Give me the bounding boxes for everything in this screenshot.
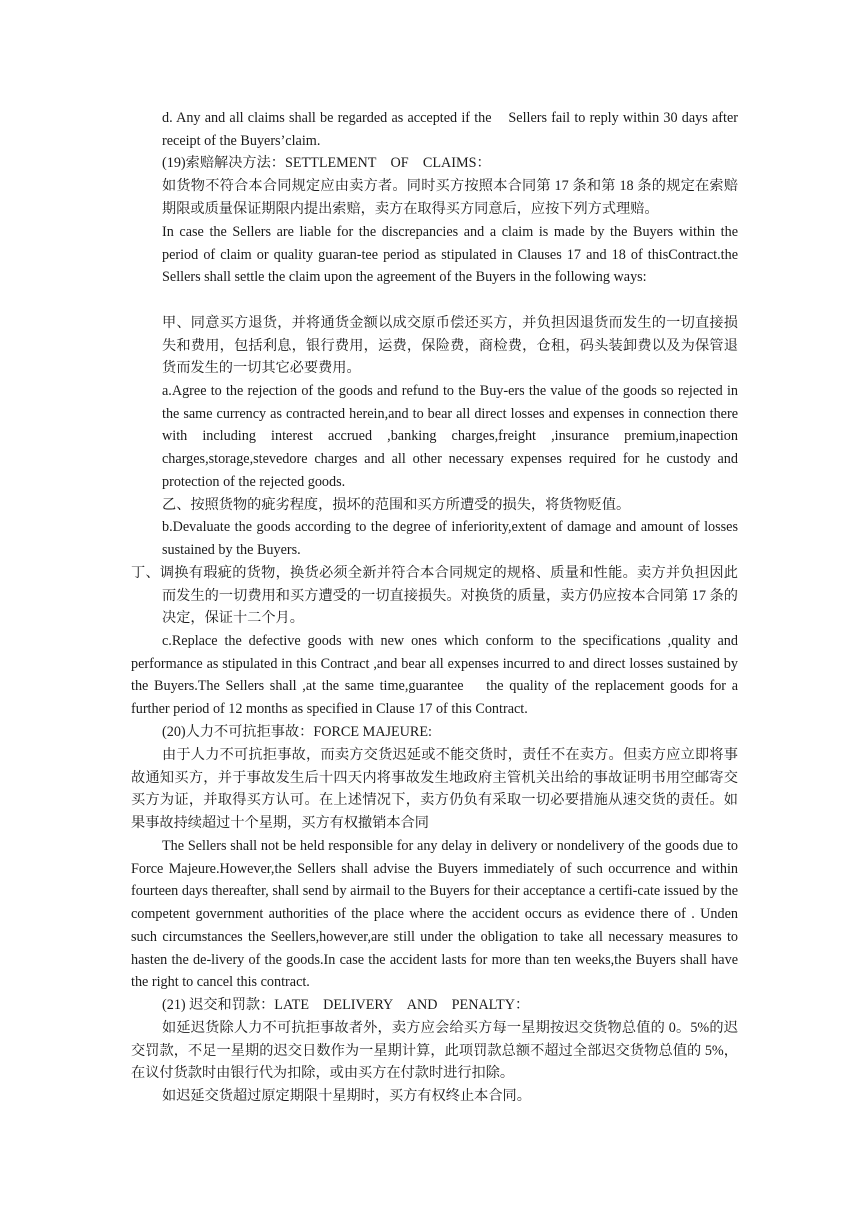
late-delivery-termination: 如迟延交货超过原定期限十星期时，买方有权终止本合同。 [162,1088,531,1104]
option-c-english: c.Replace the defective goods with new ones which conform to the specifications ,quality and performance as stipulated in this Contract ,and bear all expenses incurred to and direct losses sustained by the Buyers.The Sellers shall ,at the same time,guarantee the quality of the replacement goods for a further period of 12 months as specified in Clause 17 of this Contract. [131,633,738,718]
option-b-english: b.Devaluate the goods according to the degree of inferiority,extent of damage and amount of losses sustained by the Buyers. [162,519,738,558]
force-majeure-english: The Sellers shall not be held responsible for any delay in delivery or nondelivery of the goods due to Force Majeure.However,the Sellers shall advise the Buyers immediately of such occurrence and within fourteen days thereafter, shall send by airmail to the Buyers for their acceptance a certifi-cate issued by the competent government authorities of the place where the accident occurs as evidence there of . Unden such circumstances the Seellers,however,are still under the obligation to take all necessary measures to hasten the de-livery of the goods.In case the accident lasts for more than ten weeks,the Buyers shall have the right to cancel this contract. [131,838,738,991]
option-b-chinese: 乙、按照货物的疵劣程度，损坏的范围和买方所遭受的损失，将货物贬值。 [162,497,631,513]
settlement-intro-chinese: 如货物不符合本合同规定应由卖方者。同时买方按照本合同第 17 条和第 18 条的规定在索赔期限或质量保证期限内提出索赔，卖方在取得买方同意后，应按下列方式理赔。 [162,178,738,217]
force-majeure-chinese: 由于人力不可抗拒事故，而卖方交货迟延或不能交货时，责任不在卖方。但卖方应立即将事故通知买方，并于事故发生后十四天内将事故发生地政府主管机关出给的事故证明书用空邮寄交买方为证，并取得买方认可。在上述情况下，卖方仍负有采取一切必要措施从速交货的责任。如果事故持续超过十个星期，买方有权撤销本合同 [131,747,738,832]
settlement-of-claims-heading: (19)索赔解决方法：SETTLEMENT OF CLAIMS： [162,155,491,171]
late-delivery-chinese: 如延迟货除人力不可抗拒事故者外，卖方应会给买方每一星期按迟交货物总值的 0。5%的迟交罚款，不足一星期的迟交日数作为一星期计算，此项罚款总额不超过全部迟交货物总值的 5%，在议付货款时由银行代为扣除，或由买方在付款时进行扣除。 [131,1020,738,1082]
force-majeure-heading: (20)人力不可抗拒事故：FORCE MAJEURE: [162,724,432,740]
option-a-english: a.Agree to the rejection of the goods and refund to the Buy-ers the value of the goods so rejected in the same currency as contracted herein,and to bear all direct losses and expenses in connection there with including interest accrued ,banking charges,freight ,insurance premium,inapection charges,storage,stevedore charges and all other necessary expenses required for he custody and protection of the rejected goods. [162,383,738,490]
option-c-chinese: 丁、调换有瑕疵的货物，换货必须全新并符合本合同规定的规格、质量和性能。卖方并负担因此而发生的一切费用和买方遭受的一切直接损失。对换货的质量，卖方仍应按本合同第 17 条的决定，保证十二个月。 [131,565,738,627]
late-delivery-heading: (21) 迟交和罚款：LATE DELIVERY AND PENALTY： [162,997,530,1013]
option-a-chinese: 甲、同意买方退货，并将通货金额以成交原币偿还买方，并负担因退货而发生的一切直接损失和费用，包括利息，银行费用，运费，保险费，商检费，仓租，码头装卸费以及为保管退货而发生的一切其它必要费用。 [162,315,738,377]
claim-clause-d-text: d. Any and all claims shall be regarded as accepted if the Sellers fail to reply within 30 days after receipt of the Buyers’claim. [162,110,738,149]
settlement-intro-english: In case the Sellers are liable for the discrepancies and a claim is made by the Buyers within the period of claim or quality guaran-tee period as stipulated in Clauses 17 and 18 of thisContract.the Sellers shall settle the claim upon the agreement of the Buyers in the following ways: [162,224,738,286]
